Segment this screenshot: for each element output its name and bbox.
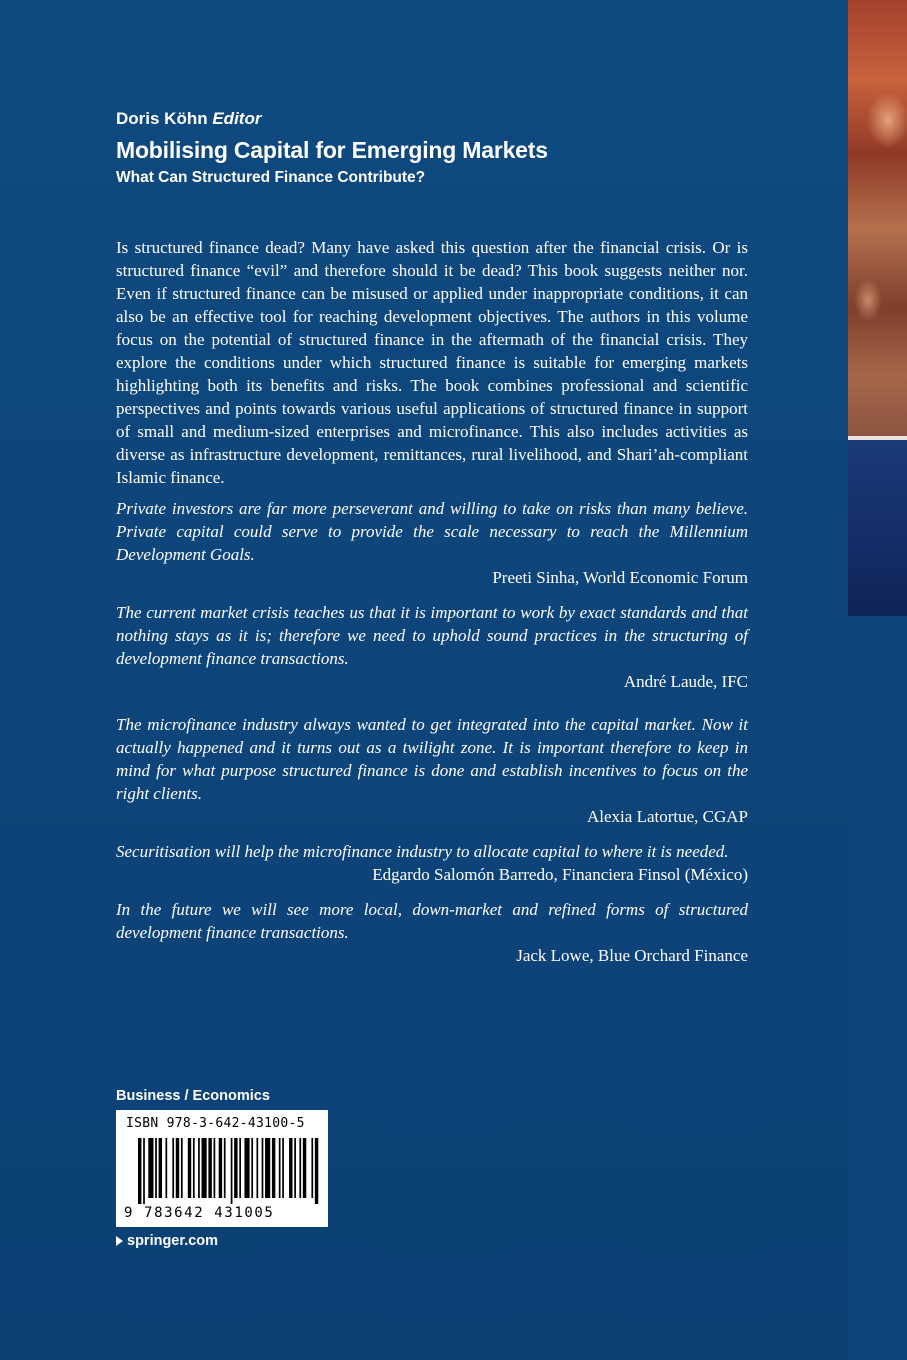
barcode-bar <box>155 1138 157 1198</box>
barcode-bar <box>265 1138 270 1198</box>
barcode-bar <box>279 1138 281 1198</box>
barcode-bar <box>214 1138 216 1198</box>
quote-attribution: Alexia Latortue, CGAP <box>587 807 748 826</box>
barcode-bar <box>138 1138 141 1204</box>
barcode-bar <box>224 1138 226 1198</box>
quote-text: Private investors are far more perseverant and willing to take on risks than many believe. Private capital could serve to provide the scale necessary to reach the Millennium Development Goals. <box>116 499 748 564</box>
book-blurb: Is structured finance dead? Many have asked this question after the financial crisis. Or is structured finance “evil” and therefore should it be dead? This book suggests neither nor. Even if structured finance can be misused or applied under inappropriate conditions, it can also be an effective tool for reaching development objectives. The authors in this volume focus on the potential of structured finance in the aftermath of the financial crisis. They explore the conditions under which structured finance is suitable for emerging markets highlighting both its benefits and risks. The book combines professional and scientific perspectives and points towards various useful applications of structured finance in support of small and medium-sized enterprises and microfinance. This also includes activities as diverse as infrastructure development, remittances, rural livelihood, and Shari’ah-compliant Islamic finance. <box>116 238 748 487</box>
cover-header <box>116 108 836 189</box>
barcode-bar <box>251 1138 253 1198</box>
barcode-bar <box>143 1138 145 1204</box>
barcode-bar <box>282 1138 284 1198</box>
barcode-bar <box>208 1138 211 1198</box>
quote-attribution: Jack Lowe, Blue Orchard Finance <box>516 946 748 965</box>
cover-body <box>116 236 748 967</box>
barcode-bar <box>272 1138 275 1198</box>
barcode-bar <box>202 1138 207 1198</box>
editor-name: Doris Köhn <box>116 109 208 128</box>
spine-lower <box>848 616 907 1360</box>
quote-text: In the future we will see more local, down-market and refined forms of structured development finance transactions. <box>116 900 748 942</box>
barcode-icon <box>138 1138 320 1204</box>
spine-photo-strip <box>848 0 907 440</box>
barcode-bar <box>219 1138 222 1198</box>
quote-text: The current market crisis teaches us that it is important to work by exact standards and that nothing stays as it is; therefore we need to uphold sound practices in the structuring of development finance transactions. <box>116 603 748 668</box>
quote-text: Securitisation will help the microfinance industry to allocate capital to where it is needed. <box>116 842 729 861</box>
barcode-bar <box>181 1138 183 1198</box>
barcode-bar <box>198 1138 200 1198</box>
website-label: springer.com <box>127 1233 219 1249</box>
quote-attribution: Edgardo Salomón Barredo, Financiera Finsol (México) <box>372 865 748 884</box>
quote-block <box>116 497 748 589</box>
quote-block <box>116 713 748 828</box>
barcode-bar <box>262 1138 264 1198</box>
barcode-bar <box>256 1138 258 1198</box>
barcode-bar <box>176 1138 179 1198</box>
editor-line <box>116 108 836 130</box>
quote-text: The microfinance industry always wanted to get integrated into the capital market. Now it actually happened and it turns out as a twilight zone. It is important therefore to keep in mind for what purpose structured finance is done and establish incentives to focus on the right clients. <box>116 715 748 803</box>
barcode-bar <box>188 1138 191 1198</box>
barcode-bar <box>234 1138 237 1198</box>
barcode-bar <box>294 1138 296 1198</box>
isbn-barcode <box>116 1110 328 1227</box>
barcode-bar <box>193 1138 195 1198</box>
subject-category: Business / Economics <box>116 1088 270 1104</box>
barcode-bar <box>289 1138 292 1198</box>
publisher-website[interactable] <box>116 1231 218 1251</box>
spine-color-band <box>848 440 907 616</box>
barcode-bar <box>148 1138 153 1198</box>
book-title: Mobilising Capital for Emerging Markets <box>116 137 548 163</box>
quote-attribution: André Laude, IFC <box>623 672 748 691</box>
quote-block <box>116 601 748 693</box>
quote-attribution: Preeti Sinha, World Economic Forum <box>492 568 748 587</box>
quote-block <box>116 898 748 967</box>
barcode-bar <box>159 1138 162 1198</box>
book-subtitle: What Can Structured Finance Contribute? <box>116 169 426 186</box>
barcode-bar <box>303 1138 306 1198</box>
barcode-bar <box>315 1138 318 1204</box>
editor-role: Editor <box>212 109 262 128</box>
barcode-bar <box>244 1138 249 1198</box>
isbn-label: ISBN 978-3-642-43100-5 <box>126 1116 305 1131</box>
barcode-bar <box>172 1138 174 1198</box>
barcode-bar <box>239 1138 241 1198</box>
barcode-bar <box>299 1138 301 1198</box>
barcode-digits: 9 783642 431005 <box>124 1205 275 1221</box>
barcode-bar <box>311 1138 313 1198</box>
arrow-right-icon <box>116 1236 123 1246</box>
barcode-bar <box>231 1138 233 1204</box>
barcode-bar <box>165 1138 167 1198</box>
quote-block <box>116 840 748 886</box>
